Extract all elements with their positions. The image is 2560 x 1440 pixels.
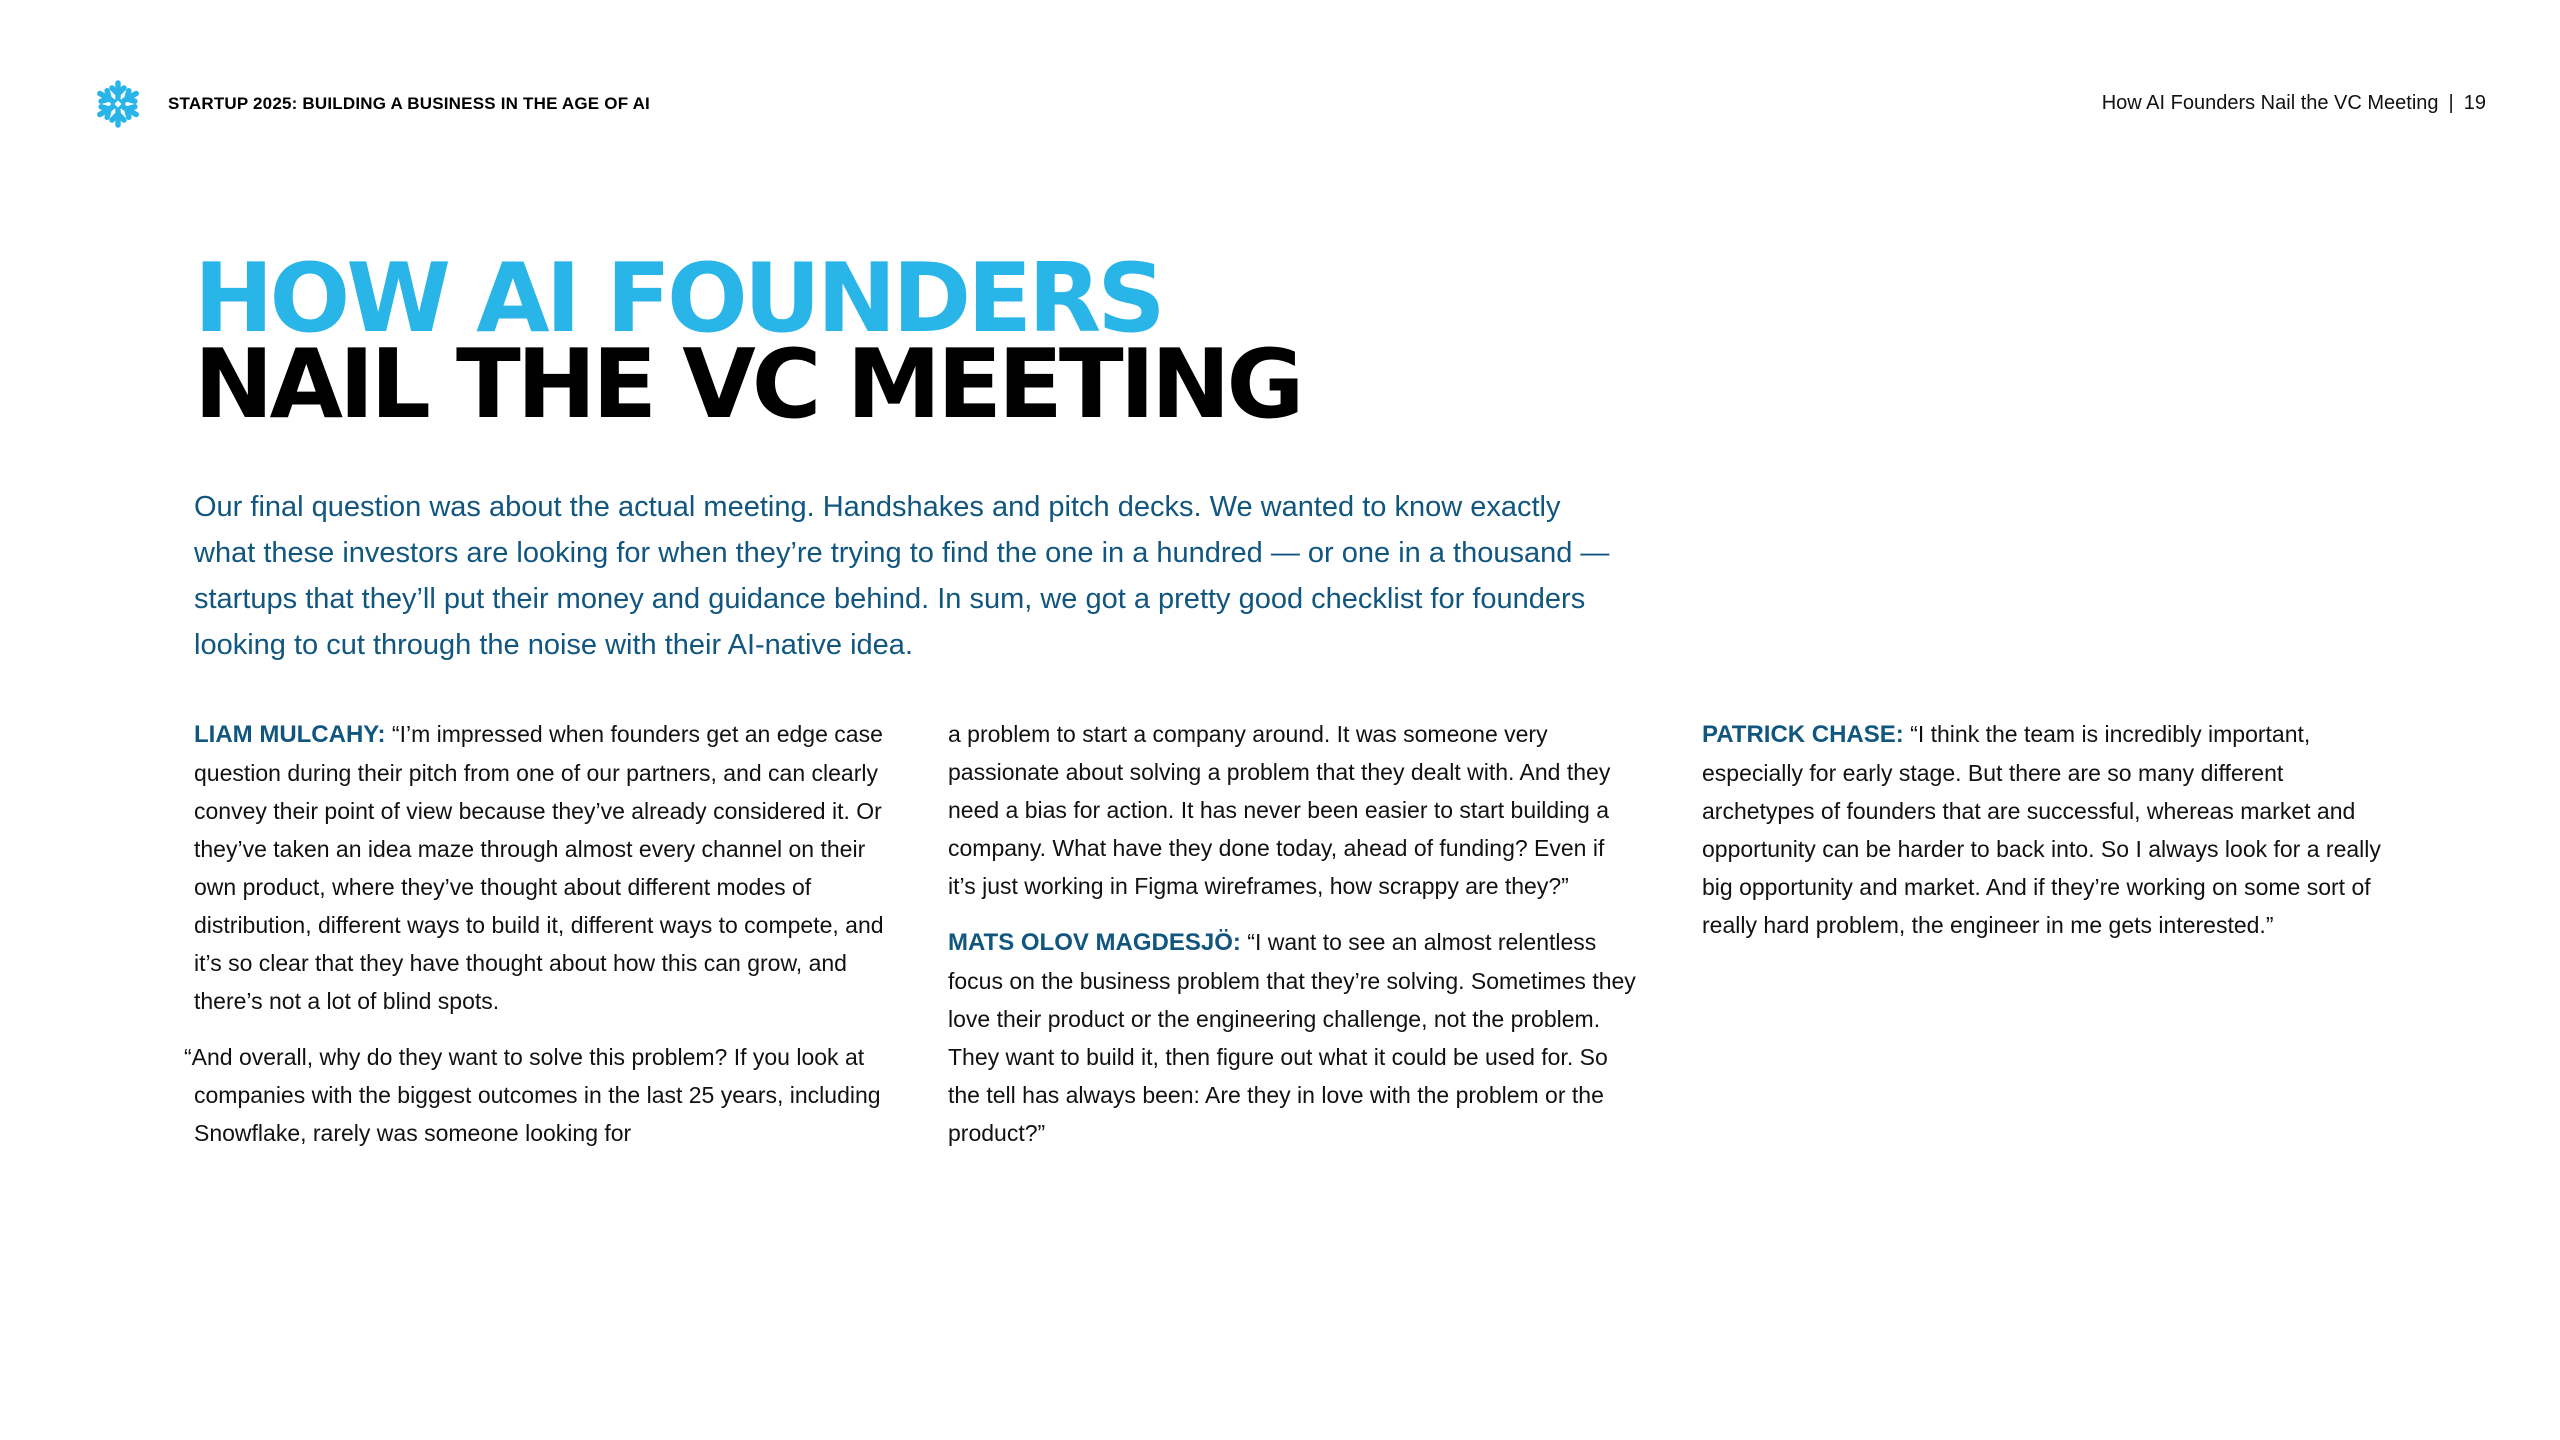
page-number: 19 bbox=[2463, 92, 2486, 114]
quote-continuation: a problem to start a company around. It was someone very passionate about solving a problem that they dealt with. And they need a bias for action. It has never been easier to start building a company. What have they done today, ahead of funding? Even if it’s just working in Figma wireframes, how scrappy are they?” bbox=[948, 721, 1611, 899]
snowflake-icon bbox=[92, 78, 144, 130]
page-header bbox=[92, 78, 2486, 132]
report-title: STARTUP 2025: BUILDING A BUSINESS IN THE AGE OF AI bbox=[168, 94, 650, 113]
speaker-name: PATRICK CHASE: bbox=[1702, 721, 1904, 748]
intro-paragraph: Our final question was about the actual meeting. Handshakes and pitch decks. We wanted to know exactly what these investors are looking for when they’re trying to find the one in a hundred — or one in a thousand — startups that they’ll put their money and guidance behind. In sum, we got a pretty good checklist for founders looking to cut through the noise with their AI-native idea. bbox=[194, 491, 1610, 661]
column-2 bbox=[948, 715, 1638, 1170]
quote-patrick-chase bbox=[1702, 715, 2402, 944]
quote-continuation: “And overall, why do they want to solve this problem? If you look at companies with the biggest outcomes in the last 25 years, including Snowflake, rarely was someone looking for bbox=[184, 1044, 881, 1146]
quote-text: “I think the team is incredibly important, especially for early stage. But there are so many different archetypes of founders that are successful, whereas market and opportunity can be harder to back into. So I always look for a really big opportunity and market. And if they’re working on some sort of really hard problem, the engineer in me gets interested.” bbox=[1702, 721, 2381, 938]
column-1 bbox=[184, 715, 884, 1170]
quote-text: “I’m impressed when founders get an edge case question during their pitch from one of our partners, and can clearly convey their point of view because they’ve already considered it. Or they’ve taken an idea maze through almost every channel on their own product, where they’ve thought about different modes of distribution, different ways to build it, different ways to compete, and it’s so clear that they have thought about how this can grow, and there’s not a lot of blind spots. bbox=[194, 721, 884, 1014]
headline-line-1: HOW AI FOUNDERS bbox=[194, 244, 1162, 354]
quote-mats-olov-magdesjo bbox=[948, 923, 1638, 1152]
speaker-name: LIAM MULCAHY: bbox=[194, 721, 386, 748]
speaker-name: MATS OLOV MAGDESJÖ: bbox=[948, 929, 1241, 956]
page-separator: | bbox=[2448, 92, 2454, 114]
column-3 bbox=[1702, 715, 2402, 962]
section-title: How AI Founders Nail the VC Meeting bbox=[2101, 92, 2439, 114]
quote-text: “I want to see an almost relentless focus on the business problem that they’re solving. Sometimes they love their product or the engineering challenge, not the problem. They want to build it, then figure out what it could be used for. So the tell has always been: Are they in love with the problem or the product?” bbox=[948, 929, 1636, 1146]
headline-line-2: NAIL THE VC MEETING bbox=[194, 330, 1301, 440]
page-reference bbox=[2102, 92, 2486, 115]
page-headline bbox=[194, 244, 1301, 440]
quote-liam-mulcahy bbox=[194, 715, 884, 1020]
